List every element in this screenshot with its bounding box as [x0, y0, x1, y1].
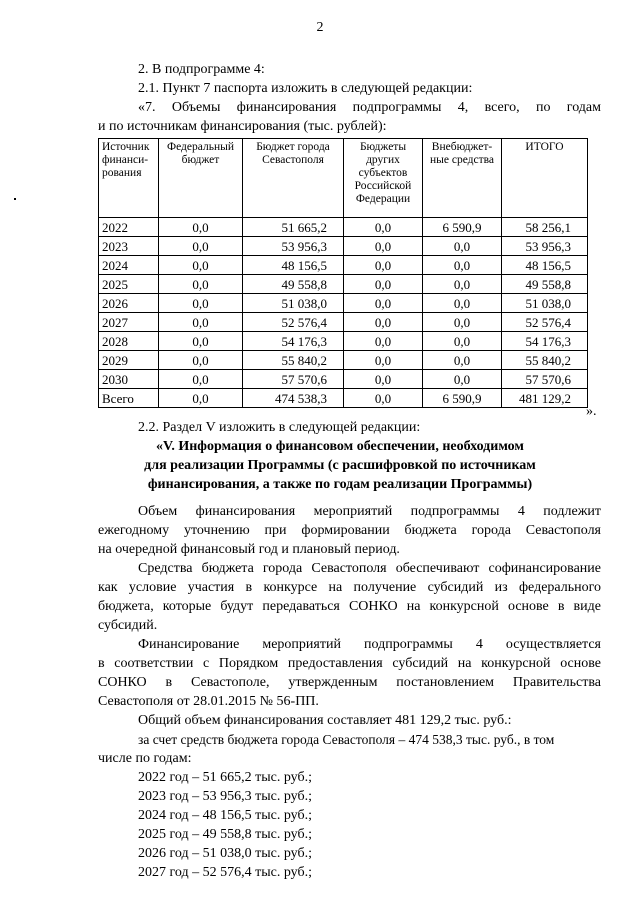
table-cell: 2029 — [99, 351, 159, 370]
table-cell: 55 840,2 — [502, 351, 588, 370]
paragraph-3-line-1: Финансирование мероприятий подпрограммы 4 осуществляется — [138, 637, 601, 652]
table-cell: 57 570,6 — [502, 370, 588, 389]
table-row — [99, 275, 588, 294]
table-cell: 0,0 — [159, 294, 243, 313]
quote-line-1: «7. Объемы финансирования подпрограммы 4, всего, по годам — [138, 100, 601, 115]
table-header-row — [99, 139, 588, 218]
year-list-item: 2025 год – 49 558,8 тыс. руб.; — [138, 827, 312, 842]
table-cell: 6 590,9 — [423, 218, 502, 237]
table-cell: 53 956,3 — [243, 237, 344, 256]
paragraph-5-line-1: за счет средств бюджета города Севастополя – 474 538,3 тыс. руб., в том — [138, 732, 555, 747]
table-cell: 51 038,0 — [502, 294, 588, 313]
section-title-line-1: «V. Информация о финансовом обеспечении, необходимом — [156, 439, 524, 454]
table-cell: 55 840,2 — [243, 351, 344, 370]
table-cell: 0,0 — [423, 313, 502, 332]
table-cell: 0,0 — [423, 332, 502, 351]
year-list-item: 2026 год – 51 038,0 тыс. руб.; — [138, 846, 312, 861]
table-cell: 0,0 — [423, 351, 502, 370]
table-cell: 0,0 — [423, 275, 502, 294]
table-cell: 58 256,1 — [502, 218, 588, 237]
table-row — [99, 351, 588, 370]
table-cell: Всего — [99, 389, 159, 408]
table-cell: 0,0 — [159, 218, 243, 237]
page-number: 2 — [316, 20, 324, 35]
section-title-line-3: финансирования, а также по годам реализации Программы) — [147, 477, 533, 492]
table-cell: 0,0 — [344, 389, 423, 408]
table-row — [99, 256, 588, 275]
table-row — [99, 218, 588, 237]
table-cell: 0,0 — [159, 275, 243, 294]
table-cell: 52 576,4 — [502, 313, 588, 332]
table-cell: 2028 — [99, 332, 159, 351]
table-cell: 49 558,8 — [502, 275, 588, 294]
table-row-total — [99, 389, 588, 408]
table-cell: 0,0 — [159, 370, 243, 389]
column-header: Федеральный бюджет — [159, 139, 243, 218]
table-cell: 51 038,0 — [243, 294, 344, 313]
section-title-line-2: для реализации Программы (с расшифровкой по источникам — [144, 458, 536, 473]
table-cell: 0,0 — [159, 351, 243, 370]
paragraph-2-line-4: субсидий. — [98, 618, 158, 633]
table-cell: 0,0 — [423, 294, 502, 313]
table-cell: 0,0 — [423, 256, 502, 275]
table-cell: 2030 — [99, 370, 159, 389]
table-cell: 0,0 — [423, 237, 502, 256]
table-row — [99, 370, 588, 389]
table-cell: 0,0 — [159, 313, 243, 332]
table-cell: 0,0 — [423, 370, 502, 389]
table-cell: 2027 — [99, 313, 159, 332]
table-row — [99, 237, 588, 256]
column-header: Бюджеты других субъектов Российской Федерации — [344, 139, 423, 218]
table-cell: 0,0 — [159, 332, 243, 351]
table-cell: 481 129,2 — [502, 389, 588, 408]
table-row — [99, 313, 588, 332]
financing-table — [98, 138, 588, 408]
margin-mark — [14, 198, 16, 200]
table-cell: 2022 — [99, 218, 159, 237]
paragraph-1-line-3: на очередной финансовый год и плановый период. — [98, 542, 400, 557]
table-cell: 2026 — [99, 294, 159, 313]
paragraph-3-line-3: СОНКО в Севастополе, утвержденным постановлением Правительства — [98, 675, 601, 690]
table-cell: 0,0 — [344, 256, 423, 275]
table-cell: 0,0 — [159, 237, 243, 256]
closing-quote: ». — [586, 404, 597, 419]
table-cell: 54 176,3 — [243, 332, 344, 351]
column-header: Внебюджет-ные средства — [423, 139, 502, 218]
table-cell: 48 156,5 — [243, 256, 344, 275]
item-2-heading: 2. В подпрограмме 4: — [138, 62, 265, 77]
column-header: Источник финанси-рования — [99, 139, 159, 218]
quote-line-2: и по источникам финансирования (тыс. рублей): — [98, 119, 387, 134]
column-header: Бюджет города Севастополя — [243, 139, 344, 218]
table-cell: 0,0 — [344, 218, 423, 237]
item-2-1-heading: 2.1. Пункт 7 паспорта изложить в следующей редакции: — [138, 81, 473, 96]
table-cell: 0,0 — [344, 275, 423, 294]
table-cell: 2023 — [99, 237, 159, 256]
table-cell: 0,0 — [344, 313, 423, 332]
table-cell: 0,0 — [344, 351, 423, 370]
table-cell: 2024 — [99, 256, 159, 275]
year-list-item: 2022 год – 51 665,2 тыс. руб.; — [138, 770, 312, 785]
table-cell: 52 576,4 — [243, 313, 344, 332]
paragraph-2-line-2: как условие участия в конкурсе на получение субсидий из федерального — [98, 580, 601, 595]
paragraph-1-line-1: Объем финансирования мероприятий подпрограммы 4 подлежит — [138, 504, 601, 519]
item-2-2-heading: 2.2. Раздел V изложить в следующей редакции: — [138, 420, 421, 435]
year-list-item: 2027 год – 52 576,4 тыс. руб.; — [138, 865, 312, 880]
table-row — [99, 332, 588, 351]
table-cell: 6 590,9 — [423, 389, 502, 408]
table-cell: 57 570,6 — [243, 370, 344, 389]
table-cell: 0,0 — [159, 389, 243, 408]
table-row — [99, 294, 588, 313]
table-cell: 474 538,3 — [243, 389, 344, 408]
paragraph-2-line-3: бюджета, которые будут передаваться СОНКО на конкурсной основе в виде — [98, 599, 601, 614]
table-cell: 48 156,5 — [502, 256, 588, 275]
paragraph-2-line-1: Средства бюджета города Севастополя обеспечивают софинансирование — [138, 561, 601, 576]
table-cell: 53 956,3 — [502, 237, 588, 256]
table-cell: 0,0 — [344, 237, 423, 256]
table-cell: 49 558,8 — [243, 275, 344, 294]
paragraph-4-line-1: Общий объем финансирования составляет 481 129,2 тыс. руб.: — [138, 713, 512, 728]
table-cell: 0,0 — [344, 370, 423, 389]
column-header: ИТОГО — [502, 139, 588, 218]
year-list-item: 2024 год – 48 156,5 тыс. руб.; — [138, 808, 312, 823]
paragraph-3-line-2: в соответствии с Порядком предоставления субсидий на конкурсной основе — [98, 656, 601, 671]
table-cell: 2025 — [99, 275, 159, 294]
table-cell: 54 176,3 — [502, 332, 588, 351]
table-cell: 0,0 — [344, 294, 423, 313]
paragraph-1-line-2: ежегодному уточнению при формировании бюджета города Севастополя — [98, 523, 601, 538]
paragraph-5-line-2: числе по годам: — [98, 751, 192, 766]
year-list-item: 2023 год – 53 956,3 тыс. руб.; — [138, 789, 312, 804]
table-cell: 0,0 — [159, 256, 243, 275]
table-cell: 0,0 — [344, 332, 423, 351]
paragraph-3-line-4: Севастополя от 28.01.2015 № 56-ПП. — [98, 694, 319, 709]
table-cell: 51 665,2 — [243, 218, 344, 237]
